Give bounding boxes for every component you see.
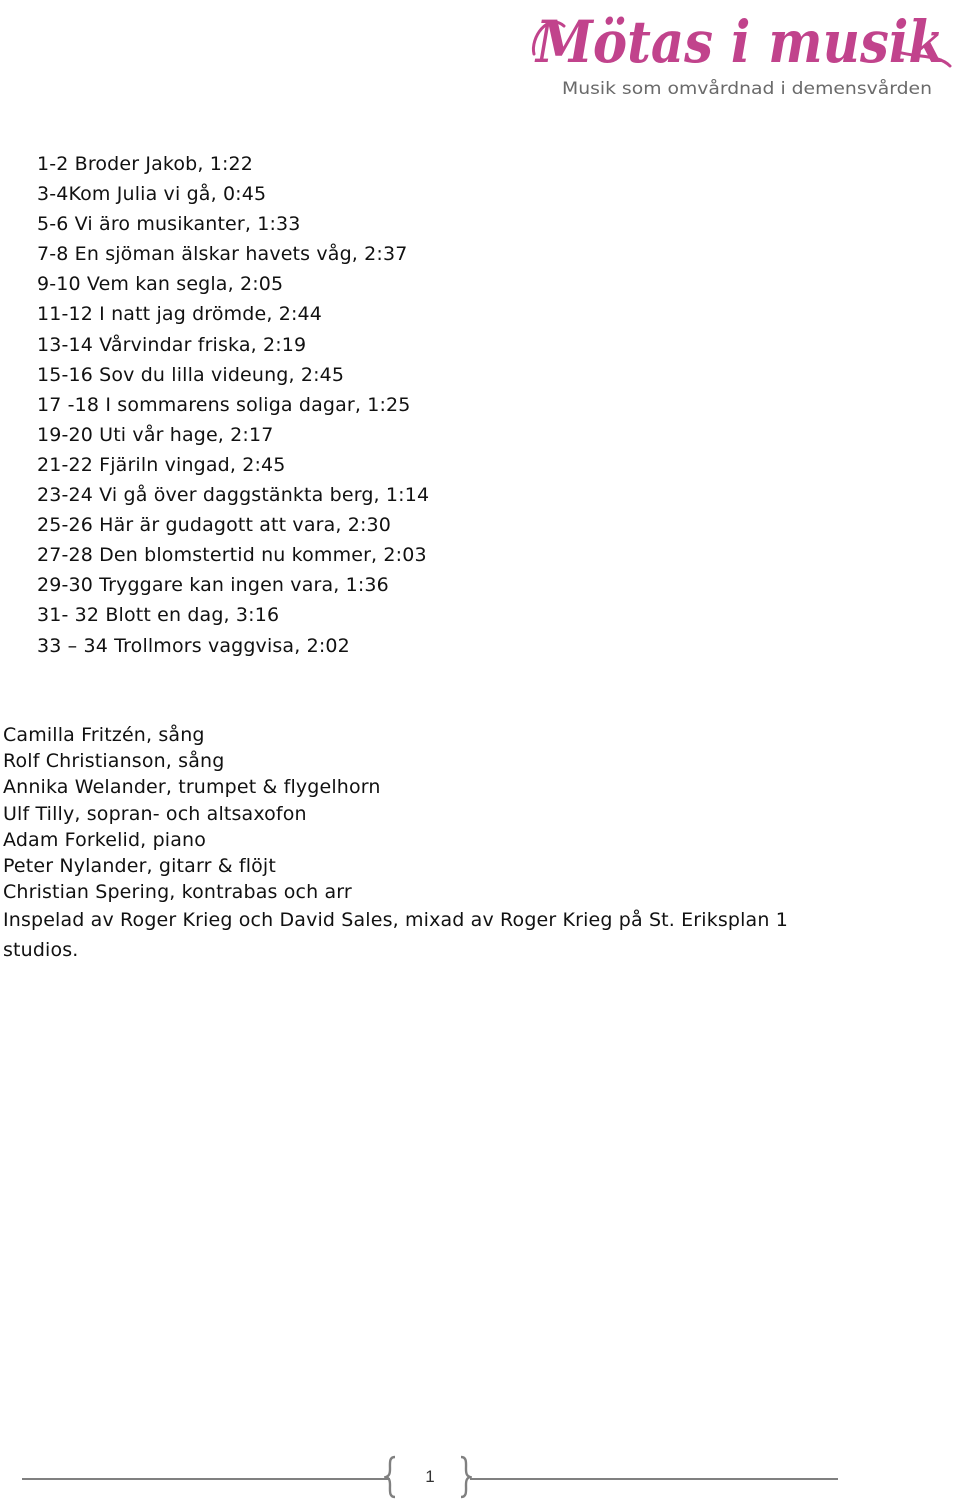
track-item: 9-10 Vem kan segla, 2:05: [37, 273, 284, 296]
logo-subtitle: Musik som omvårdnad i demensvården: [562, 79, 898, 99]
footer-rule-left: [22, 1478, 390, 1480]
track-item: 25-26 Här är gudagott att vara, 2:30: [37, 514, 392, 537]
credit-line: Christian Spering, kontrabas och arr: [3, 881, 352, 904]
track-item: 5-6 Vi äro musikanter, 1:33: [37, 213, 301, 236]
right-brace-icon: [458, 1455, 472, 1499]
logo: [526, 2, 956, 100]
credit-line: Annika Welander, trumpet & flygelhorn: [3, 776, 381, 799]
track-item: 13-14 Vårvindar friska, 2:19: [37, 333, 307, 356]
credit-line: Rolf Christianson, sång: [3, 750, 225, 773]
track-item: 31- 32 Blott en dag, 3:16: [37, 604, 280, 627]
credit-line: Adam Forkelid, piano: [3, 828, 206, 851]
credit-line: Peter Nylander, gitarr & flöjt: [3, 854, 276, 877]
page-footer: [0, 1452, 960, 1502]
logo-title: Mötas i musik: [534, 8, 944, 76]
track-item: 29-30 Tryggare kan ingen vara, 1:36: [37, 574, 389, 597]
track-item: 7-8 En sjöman älskar havets våg, 2:37: [37, 243, 408, 266]
track-list: [37, 149, 429, 661]
footer-rule-right: [470, 1478, 838, 1480]
recording-note: Inspelad av Roger Krieg och David Sales, mixad av Roger Krieg på St. Eriksplan 1 studios.: [3, 909, 788, 962]
left-brace-icon: [384, 1455, 398, 1499]
credit-line: Ulf Tilly, sopran- och altsaxofon: [3, 802, 307, 825]
track-item: 17 -18 I sommarens soliga dagar, 1:25: [37, 393, 411, 416]
track-item: 23-24 Vi gå över daggstänkta berg, 1:14: [37, 484, 430, 507]
track-item: 19-20 Uti vår hage, 2:17: [37, 423, 274, 446]
track-item: 11-12 I natt jag drömde, 2:44: [37, 303, 322, 326]
track-item: 1-2 Broder Jakob, 1:22: [37, 153, 254, 175]
credits-section: [3, 722, 903, 965]
track-item: 3-4Kom Julia vi gå, 0:45: [37, 183, 267, 206]
credit-line: Camilla Fritzén, sång: [3, 724, 205, 746]
track-item: 27-28 Den blomstertid nu kommer, 2:03: [37, 544, 427, 567]
track-item: 33 – 34 Trollmors vaggvisa, 2:02: [37, 634, 350, 657]
track-item: 15-16 Sov du lilla videung, 2:45: [37, 363, 345, 386]
track-item: 21-22 Fjäriln vingad, 2:45: [37, 453, 286, 476]
page-number: 1: [425, 1467, 435, 1486]
